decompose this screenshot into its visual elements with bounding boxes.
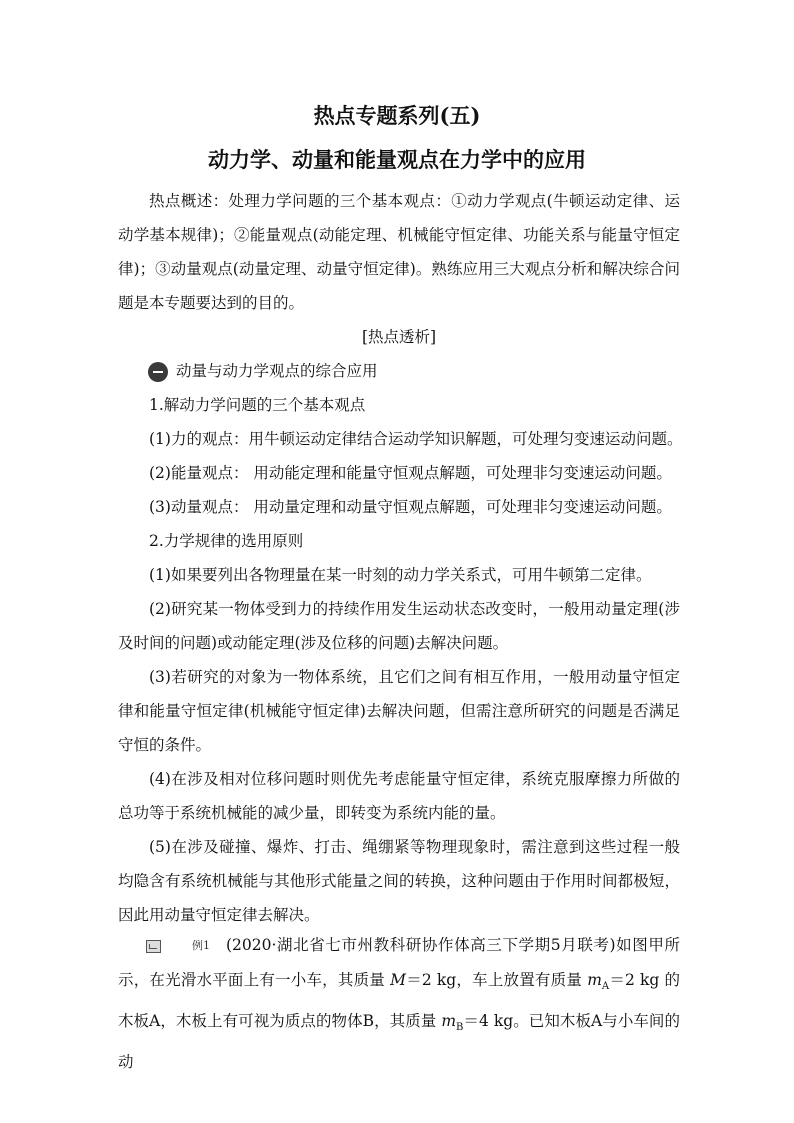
- series-title: 热点专题系列(五): [313, 103, 481, 128]
- example-tag-label: 例1: [192, 939, 210, 952]
- example-text: 如图甲所示，在光滑水平面上有一小车，其质量: [118, 936, 680, 989]
- value-M: ＝2 kg: [405, 971, 457, 989]
- var-mB: m: [441, 1012, 457, 1031]
- part2-item: (4)在涉及相对位移问题时则优先考虑能量守恒定律，系统克服摩擦力所做的总功等于系统机械能的减少量，即转变为系统内能的量。: [118, 770, 680, 822]
- part2-item: (1)如果要列出各物理量在某一时刻的动力学关系式，可用牛顿第二定律。: [149, 566, 652, 584]
- var-M: M: [390, 971, 406, 989]
- example-paragraph: [118, 928, 680, 1079]
- part1-block: [118, 388, 683, 932]
- example-icon: [146, 940, 161, 953]
- value-mB: ＝4 kg: [463, 1012, 514, 1031]
- part2-item: (2)研究某一物体受到力的持续作用发生运动状态改变时，一般用动量定理(涉及时间的问题)或动能定理(涉及位移的问题)去解决问题。: [118, 600, 680, 652]
- sub-B: B: [456, 1022, 464, 1034]
- var-mA: m: [587, 971, 602, 989]
- example-tag: [146, 929, 210, 963]
- overview-block: [118, 184, 680, 320]
- example-text: 。已知木板A与小车间的动: [118, 1012, 680, 1072]
- part1-item: (1)力的观点：用牛顿运动定律结合运动学知识解题，可处理匀变速运动问题。: [149, 430, 683, 448]
- example-source: (2020·湖北省七市州教科研协作体高三下学期5月联考): [226, 936, 616, 954]
- example-text: ，车上放置有质量: [456, 971, 588, 989]
- part2-heading: 2.力学规律的选用原则: [149, 532, 304, 550]
- topic1-heading: 动量与动力学观点的综合应用: [176, 362, 378, 380]
- overview-paragraph: 热点概述：处理力学问题的三个基本观点：①动力学观点(牛顿运动定律、运动学基本规律)；②能量观点(动能定理、机械能守恒定律、功能关系与能量守恒定律)；③动量观点(动量定理、动量守恒定律)。熟练应用三大观点分析和解决综合问题是本专题要达到的目的。: [118, 192, 680, 312]
- example-block: [118, 928, 680, 1079]
- part2-item: (3)若研究的对象为一物体系统，且它们之间有相互作用，一般用动量守恒定律和能量守恒定律(机械能守恒定律)去解决问题，但需注意所研究的问题是否满足守恒的条件。: [118, 668, 680, 754]
- topic1-heading-row: [118, 354, 680, 388]
- part2-item: (5)在涉及碰撞、爆炸、打击、绳绷紧等物理现象时，需注意到这些过程一般均隐含有系统机械能与其他形式能量之间的转换，这种问题由于作用时间都极短，因此用动量守恒定律去解决。: [118, 838, 680, 924]
- part1-item: (3)动量观点： 用动量定理和动量守恒观点解题，可处理非匀变速运动问题。: [149, 498, 672, 516]
- part1-heading: 1.解动力学问题的三个基本观点: [149, 396, 366, 414]
- topic-title: 动力学、动量和能量观点在力学中的应用: [208, 147, 586, 172]
- sub-A: A: [601, 981, 610, 993]
- section-label: [热点透析]: [361, 328, 437, 346]
- example-text: 的木板A，木板上有可视为质点的物体B，其质量: [118, 971, 680, 1031]
- part1-item: (2)能量观点： 用动能定理和能量守恒观点解题，可处理非匀变速运动问题。: [149, 464, 672, 482]
- circle-minus-icon: [148, 362, 168, 382]
- section-label-block: [118, 320, 680, 354]
- value-mA: ＝2 kg: [609, 971, 660, 989]
